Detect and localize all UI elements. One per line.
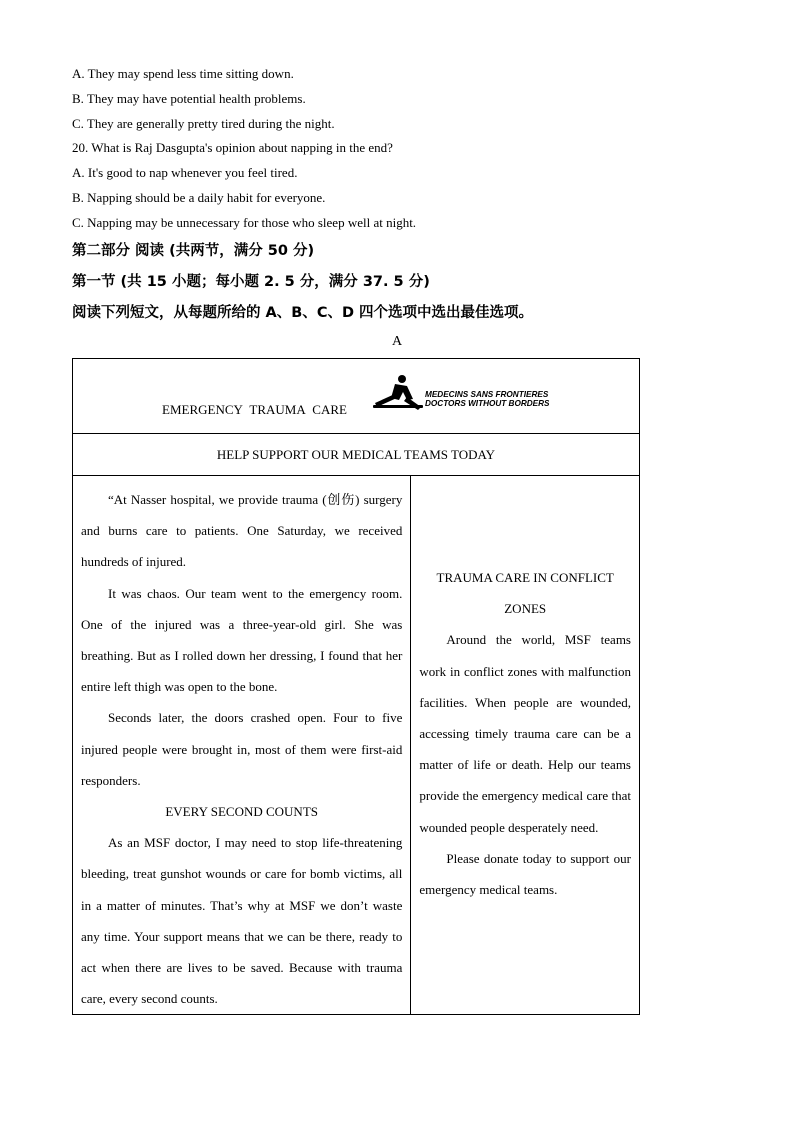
- question-options: [72, 62, 732, 329]
- left-paragraph: It was chaos. Our team went to the emergency room. One of the injured was a three-year-old girl. She was breathing. But as I rolled down her dressing, I found that her entire left thigh was open to the bone.: [81, 585, 403, 695]
- left-paragraph: Seconds later, the doors crashed open. Four to five injured people were brought in, most of them were first-aid responders.: [81, 710, 403, 788]
- ad-title: EMERGENCY TRAUMA CARE: [162, 402, 347, 417]
- option-line: A. They may spend less time sitting down.: [72, 66, 294, 81]
- ad-header: [73, 359, 640, 434]
- advertisement-table: [72, 358, 640, 1015]
- msf-logo-icon: [373, 373, 549, 415]
- passage-letter: A: [391, 334, 403, 349]
- option-line: B. Napping should be a daily habit for everyone.: [72, 189, 326, 205]
- left-paragraph: “At Nasser hospital, we provide trauma (创伤) surgery and burns care to patients. One Saturday, we received hundreds of injured.: [81, 492, 403, 570]
- right-paragraph: Please donate today to support our emergency medical teams.: [419, 850, 631, 898]
- right-paragraph: Around the world, MSF teams work in conflict zones with malfunction facilities. When people are wounded, accessing timely trauma care can be a matter of life or death. Help our teams provide the emergency medical care that wounded people desperately need.: [419, 632, 631, 835]
- right-heading: TRAUMA CARE IN CONFLICT ZONES: [436, 570, 614, 617]
- sub-title: 第一节 (共 15 小题；每小题 2. 5 分，满分 37. 5 分): [72, 273, 430, 290]
- option-line: B. They may have potential health problems.: [72, 90, 306, 106]
- right-column: [411, 476, 640, 1015]
- left-paragraph: As an MSF doctor, I may need to stop life-threatening bleeding, treat gunshot wounds or care for bomb victims, all in a matter of minutes. That’s why at MSF we don’t waste any time. Your support means that we can be there, ready to act when there are lives to be saved. Because with trauma care, every second counts.: [81, 835, 403, 1007]
- left-column: [73, 476, 411, 1015]
- question-line: 20. What is Raj Dasgupta's opinion about napping in the end?: [72, 140, 393, 156]
- logo-text-en: DOCTORS WITHOUT BORDERS: [425, 399, 549, 408]
- left-heading: EVERY SECOND COUNTS: [165, 804, 318, 820]
- option-line: C. Napping may be unnecessary for those who sleep well at night.: [72, 214, 417, 230]
- logo-text-fr: MEDECINS SANS FRONTIERES: [425, 390, 549, 399]
- option-line: A. It's good to nap whenever you feel tired.: [72, 165, 298, 181]
- option-line: C. They are generally pretty tired during the night.: [72, 115, 335, 131]
- instruction: 阅读下列短文，从每题所给的 A、B、C、D 四个选项中选出最佳选项。: [72, 304, 534, 321]
- part-title: 第二部分 阅读 (共两节，满分 50 分): [72, 242, 315, 259]
- ad-subtitle: HELP SUPPORT OUR MEDICAL TEAMS TODAY: [73, 434, 640, 476]
